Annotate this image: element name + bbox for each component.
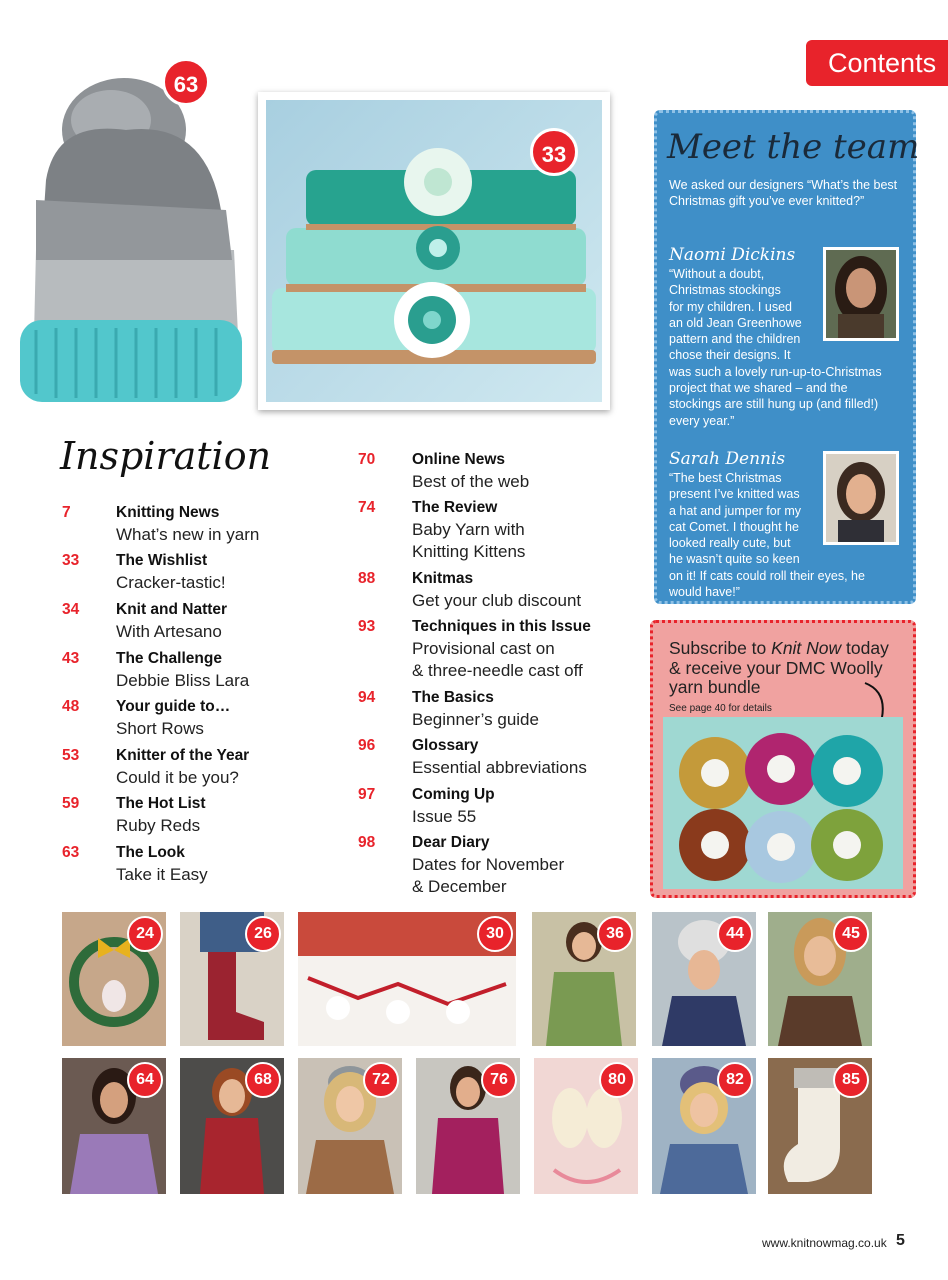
- inspiration-heading: Inspiration: [60, 434, 272, 478]
- page-number: 5: [896, 1232, 905, 1249]
- entry-page: 63: [62, 844, 80, 861]
- entry-title[interactable]: The Look: [116, 844, 185, 861]
- entry-title[interactable]: The Hot List: [116, 795, 206, 812]
- entry-page: 88: [358, 570, 376, 587]
- thumbnail-page-badge: 82: [717, 1062, 753, 1098]
- entry-subtitle: Cracker-tastic!: [116, 573, 226, 592]
- thumbnail-26[interactable]: [180, 912, 284, 1046]
- portrait-naomi: [823, 247, 899, 341]
- entry-page: 97: [358, 786, 376, 803]
- hat-photo: [16, 60, 246, 410]
- thumbnail-page-badge: 72: [363, 1062, 399, 1098]
- entry-subtitle: Baby Yarn with: [412, 520, 525, 539]
- entry-title[interactable]: Your guide to…: [116, 698, 231, 715]
- entry-subtitle: Best of the web: [412, 472, 530, 491]
- entry-page: 43: [62, 650, 80, 667]
- cracker-photo: [258, 92, 610, 410]
- thumbnail-36[interactable]: [532, 912, 636, 1046]
- thumbnail-72[interactable]: [298, 1058, 402, 1194]
- thumbnail-68[interactable]: [180, 1058, 284, 1194]
- entry-title[interactable]: The Basics: [412, 689, 494, 706]
- thumbnail-76[interactable]: [416, 1058, 520, 1194]
- portrait-sarah: [823, 451, 899, 545]
- member-quote-sarah: “The best Christmas present I’ve knitted was a hat and jumper for my cat Comet. I thought he looked really cute, but he wasn’t quite so keen on it! If cats could roll their eyes, he would have!”: [669, 471, 865, 600]
- entry-subtitle: With Artesano: [116, 622, 222, 641]
- subscribe-details: See page 40 for details: [669, 703, 772, 714]
- footer-url[interactable]: www.knitnowmag.co.uk: [762, 1236, 887, 1250]
- entry-subtitle: Ruby Reds: [116, 816, 201, 835]
- entry-page: 59: [62, 795, 80, 812]
- team-title: Meet the team: [667, 127, 920, 167]
- entry-title[interactable]: The Review: [412, 499, 498, 516]
- entry-page: 74: [358, 499, 376, 516]
- entry-subtitle: & December: [412, 877, 507, 896]
- thumbnail-page-badge: 36: [597, 916, 633, 952]
- entry-title[interactable]: Coming Up: [412, 786, 495, 803]
- entry-title[interactable]: Knitter of the Year: [116, 747, 250, 764]
- entry-subtitle: What’s new in yarn: [116, 525, 260, 544]
- thumbnail-page-badge: 30: [477, 916, 513, 952]
- entry-page: 33: [62, 552, 80, 569]
- entry-subtitle: & three-needle cast off: [412, 661, 583, 680]
- entry-subtitle: Issue 55: [412, 807, 477, 826]
- entry-title[interactable]: Knit and Natter: [116, 601, 228, 618]
- thumbnail-page-badge: 26: [245, 916, 281, 952]
- entry-page: 48: [62, 698, 80, 715]
- thumbnail-page-badge: 80: [599, 1062, 635, 1098]
- thumbnail-page-badge: 45: [833, 916, 869, 952]
- subscribe-panel[interactable]: [650, 620, 916, 898]
- member-name-naomi: Naomi Dickins: [669, 245, 796, 265]
- thumbnail-80[interactable]: [534, 1058, 638, 1194]
- entry-page: 70: [358, 451, 376, 468]
- entry-title[interactable]: Glossary: [412, 737, 479, 754]
- entry-page: 7: [62, 504, 71, 521]
- thumbnail-64[interactable]: [62, 1058, 166, 1194]
- entry-subtitle: Dates for November: [412, 855, 565, 874]
- thumbnail-page-badge: 68: [245, 1062, 281, 1098]
- entry-subtitle: Beginner’s guide: [412, 710, 539, 729]
- entry-title[interactable]: Knitmas: [412, 570, 474, 587]
- entry-title[interactable]: Online News: [412, 451, 506, 468]
- entry-subtitle: Debbie Bliss Lara: [116, 671, 250, 690]
- entry-subtitle: Could it be you?: [116, 768, 239, 787]
- hat-page-badge: 63: [162, 58, 210, 106]
- thumbnail-45[interactable]: [768, 912, 872, 1046]
- yarn-bundle-photo: [663, 717, 903, 889]
- thumbnail-24[interactable]: [62, 912, 166, 1046]
- thumbnail-page-badge: 44: [717, 916, 753, 952]
- entry-subtitle: Short Rows: [116, 719, 204, 738]
- entry-title[interactable]: Knitting News: [116, 504, 220, 521]
- thumbnail-page-badge: 64: [127, 1062, 163, 1098]
- meet-the-team-panel: [654, 110, 920, 604]
- thumbnail-30[interactable]: [298, 912, 516, 1046]
- thumbnail-page-badge: 85: [833, 1062, 869, 1098]
- thumbnail-82[interactable]: [652, 1058, 756, 1194]
- entry-page: 93: [358, 618, 376, 635]
- entry-subtitle: Essential abbreviations: [412, 758, 587, 777]
- thumbnail-page-badge: 76: [481, 1062, 517, 1098]
- thumbnail-44[interactable]: [652, 912, 756, 1046]
- entry-page: 94: [358, 689, 376, 706]
- team-intro: We asked our designers “What’s the best Christmas gift you’ve ever knitted?”: [669, 178, 898, 208]
- entry-page: 34: [62, 601, 80, 618]
- entry-title[interactable]: The Challenge: [116, 650, 222, 667]
- entry-page: 53: [62, 747, 80, 764]
- entry-title[interactable]: Techniques in this Issue: [412, 618, 591, 635]
- entry-title[interactable]: Dear Diary: [412, 834, 490, 851]
- entry-subtitle: Knitting Kittens: [412, 542, 526, 561]
- entry-page: 96: [358, 737, 376, 754]
- entry-subtitle: Provisional cast on: [412, 639, 555, 658]
- cracker-page-badge: 33: [530, 128, 578, 176]
- section-tab: Contents: [806, 40, 948, 86]
- entry-title[interactable]: The Wishlist: [116, 552, 208, 569]
- thumbnail-page-badge: 24: [127, 916, 163, 952]
- entry-page: 98: [358, 834, 376, 851]
- subscribe-text: Subscribe to Knit Now today & receive your DMC Woolly yarn bundle: [669, 638, 889, 697]
- entry-subtitle: Take it Easy: [116, 865, 208, 884]
- member-quote-naomi: “Without a doubt, Christmas stockings for my children. I used an old Jean Greenhowe pattern and the children chose their designs. It was such a lovely run-up-to-Christmas project that we shared – and the stockings are still hung up (and filled!) every year.”: [669, 267, 882, 428]
- member-name-sarah: Sarah Dennis: [669, 449, 786, 469]
- entry-subtitle: Get your club discount: [412, 591, 582, 610]
- thumbnail-85[interactable]: [768, 1058, 872, 1194]
